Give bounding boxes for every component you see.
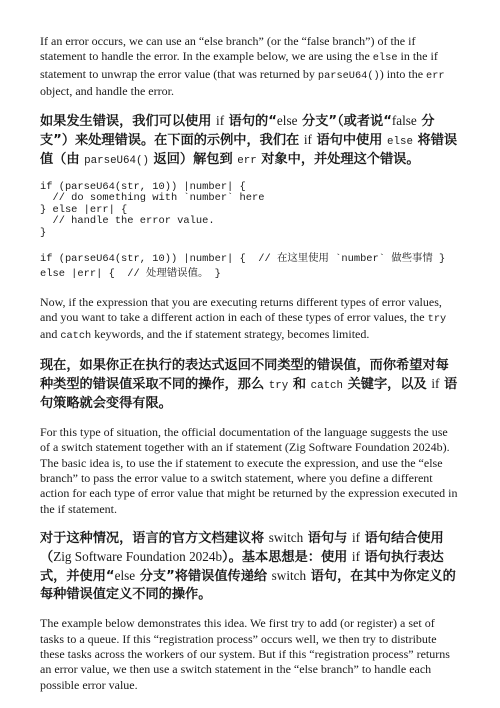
text-span: 返回）解包到 [148, 151, 238, 167]
text-span: 分支”将错误值传递给 [135, 569, 272, 585]
text-span: 分支”）来处理错误。在下面的示例中，我们在 [40, 113, 435, 148]
inline-code: else [387, 135, 413, 148]
text-span: 现在，如果你正在执行的表达式返回不同类型的错误值，而你希望对每种类型的错误值采取不同的操作，那么 [40, 357, 449, 392]
text-span: 将错误值（由 [40, 132, 458, 167]
inline-code: try [427, 313, 447, 325]
paragraph-switch-en: For this type of situation, the official documentation of the language suggests the use of a switch statement together with an if statement (Zig Software Foundation 2024b). The basic idea is, to use the if statement to execute the expression, and use the “else branch” to pass the error value to a switch statement, where you define a different action for each type of error value that might be returned by the expression executed in the if statement. [40, 424, 458, 516]
text-span: keywords, and the if statement strategy, becomes limited. [91, 327, 370, 342]
code-block-if-else: if (parseU64(str, 10)) |number| { // do something with `number` here } else |err| { // handle the error value. } [40, 180, 265, 239]
text-span: Now, if the expression that you are executing returns different types of error values, and you want to take a different action in each of these types of error values, the [40, 294, 442, 324]
latin-term: if [303, 131, 312, 147]
text-span: 语句中使用 [311, 132, 388, 148]
latin-term: else [114, 568, 136, 584]
text-span: in the if statement to unwrap the error value (that was returned by [40, 49, 438, 81]
text-span: 分支”（或者说“ [297, 113, 392, 129]
paragraph-switch-zh [40, 529, 460, 604]
paragraph-limited-en [40, 295, 460, 345]
inline-code: parseU64() [317, 69, 380, 82]
latin-term: switch [271, 568, 307, 584]
paragraph-else-branch-zh [40, 112, 460, 170]
text-span: 语句的“ [224, 113, 277, 129]
paragraph-limited-zh [40, 357, 460, 413]
text-span: ) into the [379, 66, 427, 81]
text-span: 如果发生错误，我们可以使用 [40, 113, 217, 129]
inline-code: parseU64() [84, 154, 149, 167]
text-span: ）。基本思想是：使用 [222, 550, 352, 566]
latin-term: switch [268, 530, 304, 546]
text-span: 语句与 [303, 531, 352, 547]
latin-term: if [351, 530, 361, 546]
text-span: 对象中，并处理这个错误。 [256, 151, 420, 167]
text-span: 和 [288, 376, 311, 392]
code-block-if-else-zh: if (parseU64(str, 10)) |number| { // 在这里使用 `number` 做些事情 } else |err| { // 处理错误值。 } [40, 252, 446, 280]
text-span: and [40, 327, 61, 342]
inline-code: catch [60, 330, 92, 343]
paragraph-else-branch-en [40, 34, 460, 100]
text-span: 对于这种情况，语言的官方文档建议将 [40, 531, 269, 547]
inline-code: err [237, 154, 257, 167]
text-span: 语句结合使用（ [40, 531, 444, 566]
latin-term: if [216, 112, 225, 128]
latin-term: if [351, 549, 360, 565]
latin-term: else [276, 112, 298, 128]
inline-code: err [426, 69, 445, 82]
text-span: 语句策略就会变得有限。 [40, 376, 458, 411]
latin-term: false [391, 112, 417, 128]
text-span: If an error occurs, we can use an “else branch” (or the “false branch”) of the if statement to handle the error. In the example below, we are using the [40, 34, 416, 64]
citation: Zig Software Foundation 2024b [53, 549, 223, 565]
text-span: object, and handle the error. [40, 84, 174, 99]
inline-code: catch [310, 379, 344, 392]
text-span: 语句执行表达式，并使用“ [40, 550, 444, 585]
paragraph-example-en: The example below demonstrates this idea. We first try to add (or register) a set of tasks to a queue. If this “registration process” occurs well, we then try to distribute these tasks across the workers of our system. But if this “registration process” returns an error value, we then use a switch statement in the “else branch” to handle each possible error value. [40, 616, 450, 692]
text-span: 语句，在其中为你定义的每种错误值定义不同的操作。 [40, 569, 456, 603]
text-span: 关键字，以及 [343, 376, 432, 392]
inline-code: else [372, 52, 398, 65]
latin-term: if [431, 375, 440, 391]
inline-code: try [268, 379, 289, 392]
